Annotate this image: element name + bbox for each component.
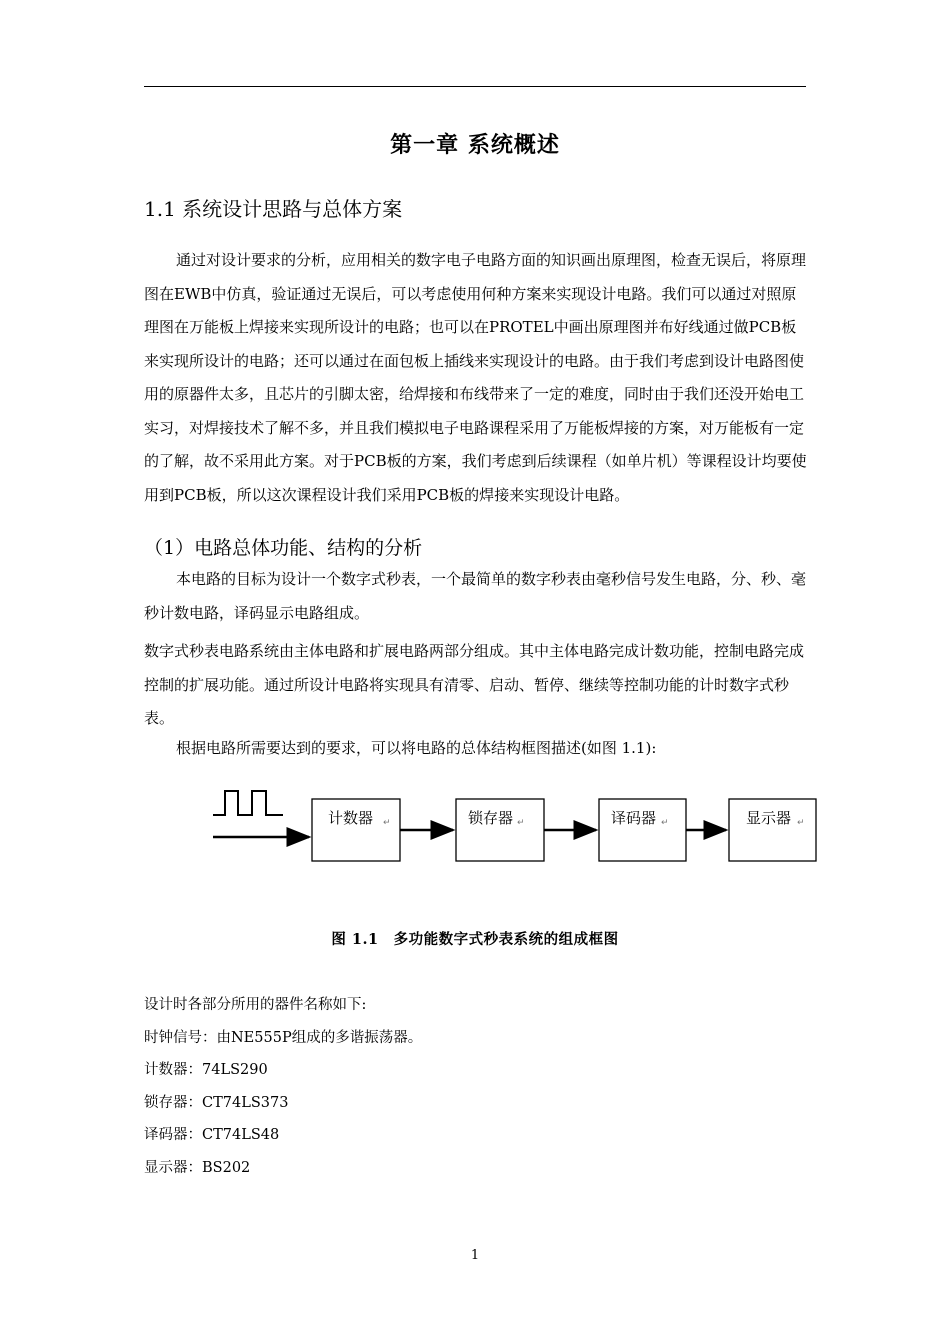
component-item: 译码器：CT74LS48	[144, 1127, 280, 1143]
intro-paragraph: 通过对设计要求的分析，应用相关的数字电子电路方面的知识画出原理图，检查无误后，将原理图在EWB中仿真，验证通过无误后，可以考虑使用何种方案来实现设计电路。我们可以通过对照原理图在万能板上焊接来实现所设计的电路；也可以在PROTEL中画出原理图并布好线通过做PCB板来实现所设计的电路；还可以通过在面包板上插线来实现设计的电路。由于我们考虑到设计电路图使用的原器件太多，且芯片的引脚太密，给焊接和布线带来了一定的难度，同时由于我们还没开始电工实习，对焊接技术了解不多，并且我们模拟电子电路课程采用了万能板焊接的方案，对万能板有一定的了解，故不采用此方案。对于PCB板的方案，我们考虑到后续课程（如单片机）等课程设计均要使用到PCB板，所以这次课程设计我们采用PCB板的焊接来实现设计电路。	[144, 251, 807, 504]
latch-label: 锁存器	[468, 809, 514, 827]
svg-text:↵: ↵	[797, 818, 805, 828]
component-item: 时钟信号：由NE555P组成的多谐振荡器。	[144, 1030, 423, 1046]
svg-text:↵: ↵	[661, 818, 669, 828]
clock-pulse-waveform	[213, 791, 283, 815]
block-diagram	[205, 785, 825, 875]
page-number: 1	[470, 1248, 480, 1263]
chapter-title: 第一章 系统概述	[390, 132, 560, 158]
svg-text:↵: ↵	[383, 818, 391, 828]
header-rule	[144, 86, 806, 87]
paragraph-goal: 本电路的目标为设计一个数字式秒表，一个最简单的数字秒表由毫秒信号发生电路，分、秒、毫秒计数电路，译码显示电路组成。	[144, 570, 807, 622]
subsection-heading: （1）电路总体功能、结构的分析	[144, 537, 423, 559]
paragraph-system: 数字式秒表电路系统由主体电路和扩展电路两部分组成。其中主体电路完成计数功能，控制电路完成控制的扩展功能。通过所设计电路将实现具有清零、启动、暂停、继续等控制功能的计时数字式秒表。	[144, 642, 805, 727]
counter-label: 计数器	[328, 809, 374, 827]
component-item: 计数器：74LS290	[144, 1062, 268, 1078]
component-item: 显示器：BS202	[144, 1160, 251, 1176]
components-intro: 设计时各部分所用的器件名称如下:	[144, 997, 367, 1013]
svg-text:↵: ↵	[517, 818, 525, 828]
figure-caption: 图 1.1 多功能数字式秒表系统的组成框图	[331, 931, 619, 948]
decoder-label: 译码器	[611, 809, 657, 827]
paragraph-diagram-intro: 根据电路所需要达到的要求，可以将电路的总体结构框图描述(如图 1.1):	[176, 739, 657, 757]
component-item: 锁存器：CT74LS373	[144, 1095, 289, 1111]
section-title: 1.1 系统设计思路与总体方案	[144, 197, 403, 221]
display-label: 显示器	[746, 809, 792, 827]
